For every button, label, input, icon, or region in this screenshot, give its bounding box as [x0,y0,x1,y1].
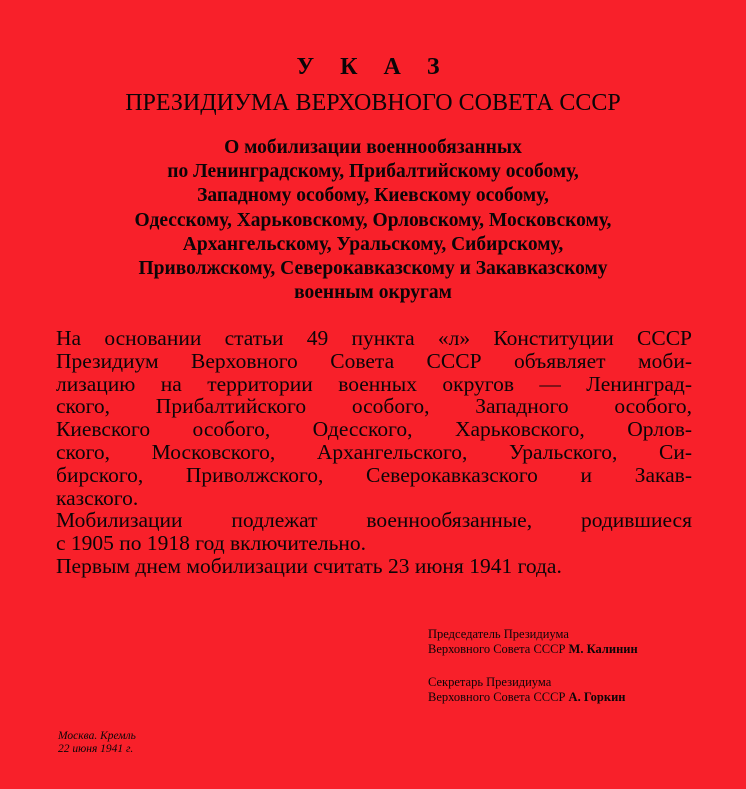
signature-secretary [428,675,626,705]
body-line: Первым днем мобилизации считать 23 июня 1941 года. [56,553,562,578]
heading-line: военным округам [294,282,452,304]
signature-name: А. Горкин [568,690,626,704]
signature-title: Председатель Президиума [428,627,569,641]
signature-office [428,642,638,657]
heading-line: Архангельскому, Уральскому, Сибирскому, [182,233,564,255]
signature-office-text: Верховного Совета СССР [428,690,566,704]
body-line: Президиум Верховного Совета СССР объявляет моби- [56,348,692,373]
signature-office-text: Верховного Совета СССР [428,642,566,656]
decree-heading [40,136,706,305]
heading-line: по Ленинградскому, Прибалтийскому особому, [167,161,579,183]
heading-line: Приволжскому, Северокавказскому и Закавказскому [138,258,608,280]
body-line: ского, Прибалтийского особого, Западного особого, [56,394,692,419]
signature-name: М. Калинин [568,642,638,656]
place: Москва. Кремль [58,730,136,742]
signature-office [428,690,626,705]
body-line: Киевского особого, Одесского, Харьковского, Орлов- [56,417,692,442]
place-and-date [58,730,136,756]
body-line: На основании статьи 49 пункта «л» Конституции СССР [56,326,692,350]
signature-title: Секретарь Президиума [428,675,552,689]
body-line: с 1905 по 1918 год включительно. [56,531,367,556]
decree-body [56,327,692,578]
signature-chairman [428,627,638,657]
body-line: казского. [56,485,139,510]
heading-line: Западному особому, Киевскому особому, [197,185,549,207]
body-line: ского, Московского, Архангельского, Уральского, Си- [56,439,692,464]
document-subtitle: ПРЕЗИДИУМА ВЕРХОВНОГО СОВЕТА СССР [125,90,621,116]
body-line: Мобилизации подлежат военнообязанные, родившиеся [56,508,692,533]
document-title: У К А З [296,54,450,80]
date: 22 июня 1941 г. [58,743,134,755]
heading-line: О мобилизации военнообязанных [224,137,522,158]
body-line: лизацию на территории военных округов — Ленинград- [56,371,692,396]
heading-line: Одесскому, Харьковскому, Орловскому, Московскому, [134,209,612,231]
body-line: бирского, Приволжского, Северокавказского и Закав- [56,462,692,487]
